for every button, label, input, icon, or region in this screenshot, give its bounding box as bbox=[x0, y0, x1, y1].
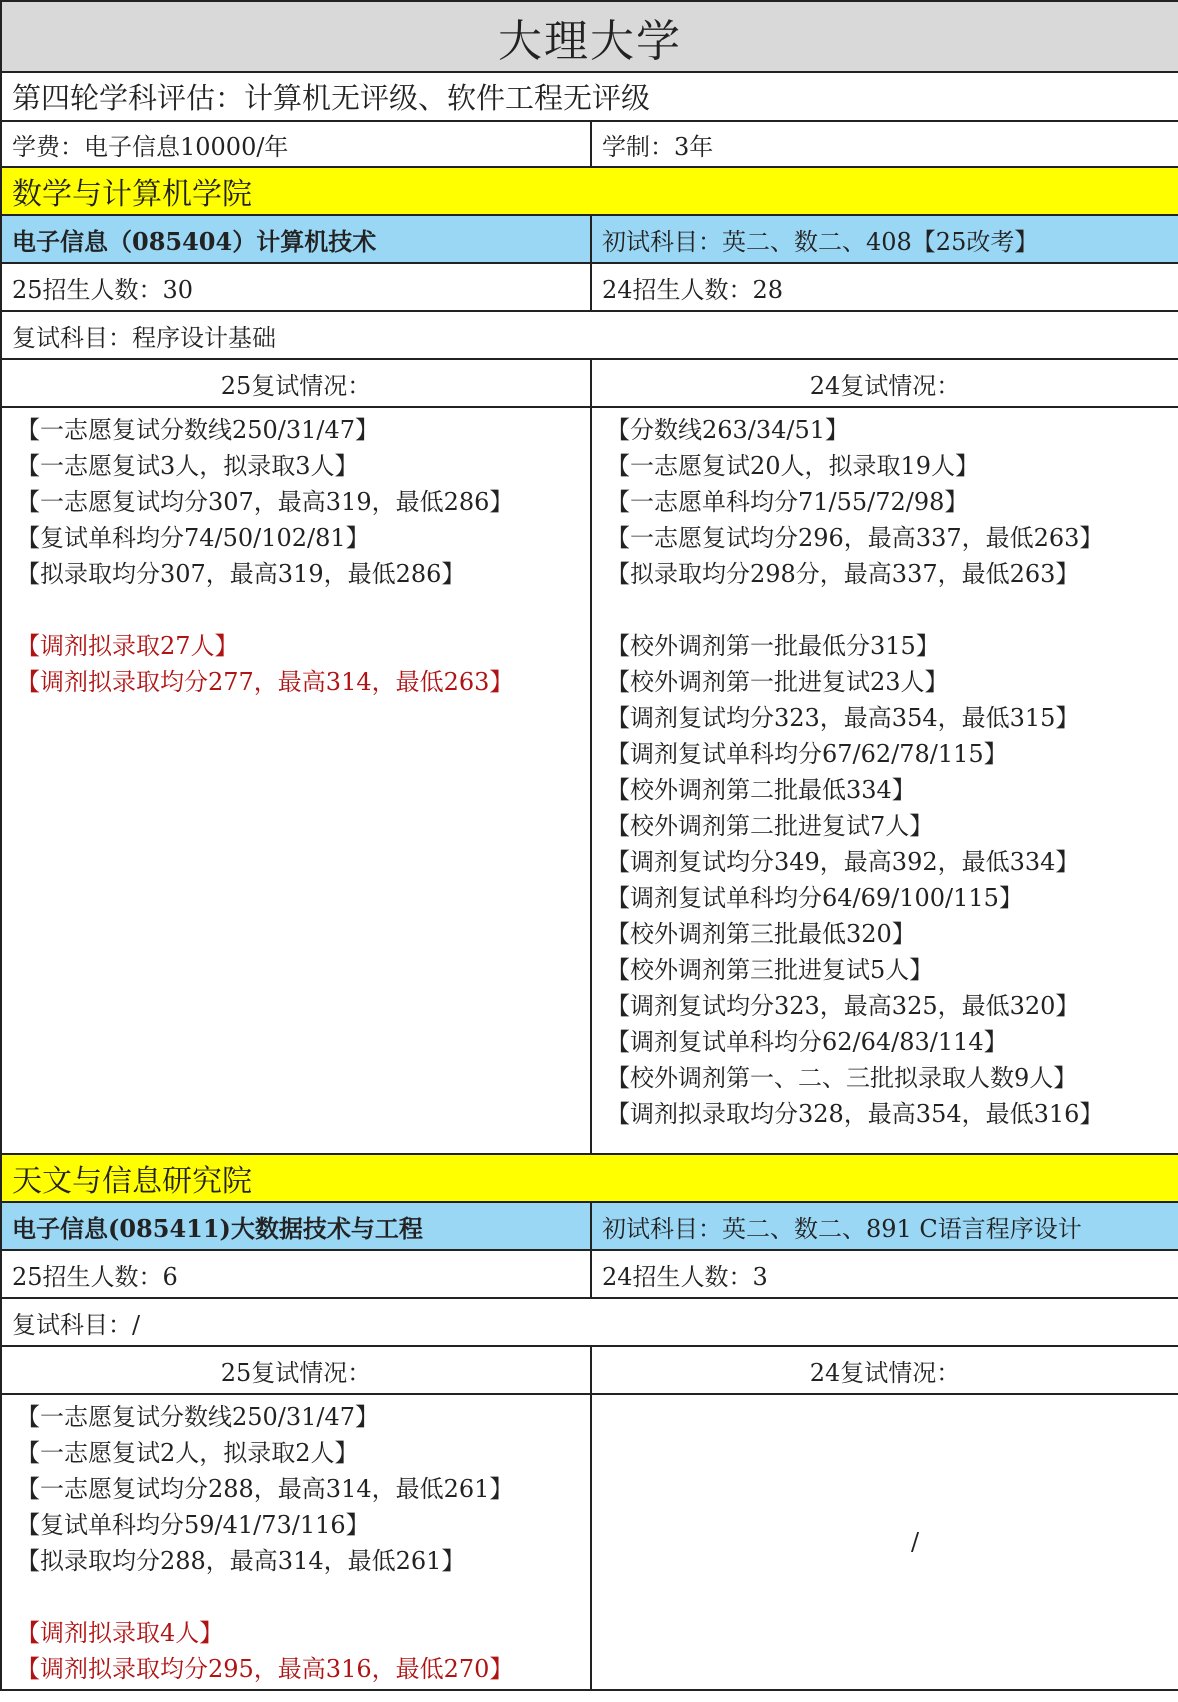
exam-subjects: 初试科目：英二、数二、891 C语言程序设计 bbox=[602, 1214, 1082, 1243]
detail-line: 【一志愿单科均分71/55/72/98】 bbox=[606, 488, 969, 516]
retest-header-row bbox=[2, 360, 1178, 408]
empty-marker: / bbox=[910, 1528, 920, 1556]
detail-line: 【校外调剂第一、二、三批拟录取人数9人】 bbox=[606, 1064, 1078, 1092]
enrollment-row bbox=[2, 1251, 1178, 1299]
detail-line: 【调剂复试单科均分62/64/83/114】 bbox=[606, 1028, 1008, 1056]
detail-line: 【拟录取均分298分，最高337，最低263】 bbox=[606, 560, 1080, 588]
detail-line: 【调剂复试均分349，最高392，最低334】 bbox=[606, 848, 1080, 876]
detail-line: 【调剂复试单科均分67/62/78/115】 bbox=[606, 740, 1008, 768]
enroll-25: 25招生人数：30 bbox=[2, 264, 592, 310]
detail-line: 【一志愿复试分数线250/31/47】 bbox=[16, 416, 380, 444]
retest-24-detail bbox=[592, 408, 1178, 1153]
university-title: 大理大学 bbox=[498, 15, 682, 67]
retest-subject-row bbox=[2, 1299, 1178, 1347]
enroll-25: 25招生人数：6 bbox=[2, 1251, 592, 1297]
tuition-row bbox=[2, 122, 1178, 168]
exam-subjects: 初试科目：英二、数二、408【25改考】 bbox=[602, 227, 1039, 256]
detail-line: 【校外调剂第三批进复试5人】 bbox=[606, 956, 934, 984]
detail-line: 【一志愿复试均分288，最高314，最低261】 bbox=[16, 1475, 514, 1503]
retest-detail-row bbox=[2, 408, 1178, 1155]
enroll-24: 24招生人数：28 bbox=[602, 275, 784, 304]
detail-line: 【拟录取均分307，最高319，最低286】 bbox=[16, 560, 466, 588]
retest-24-header: 24复试情况： bbox=[809, 371, 961, 400]
college-row bbox=[2, 1155, 1178, 1203]
detail-line: 【校外调剂第一批最低分315】 bbox=[606, 632, 940, 660]
enroll-24: 24招生人数：3 bbox=[602, 1262, 768, 1291]
detail-line: 【校外调剂第二批最低334】 bbox=[606, 776, 916, 804]
detail-line: 【一志愿复试均分296，最高337，最低263】 bbox=[606, 524, 1104, 552]
retest-subject-row bbox=[2, 312, 1178, 360]
major-row bbox=[2, 216, 1178, 264]
retest-25-header: 25复试情况： bbox=[2, 1347, 592, 1393]
detail-line: 【一志愿复试20人，拟录取19人】 bbox=[606, 452, 980, 480]
retest-25-detail bbox=[2, 1395, 592, 1689]
title-row bbox=[2, 2, 1178, 73]
adjust-line: 【调剂拟录取4人】 bbox=[16, 1619, 224, 1647]
college-row bbox=[2, 168, 1178, 216]
college-name: 数学与计算机学院 bbox=[12, 177, 252, 212]
detail-line: 【校外调剂第一批进复试23人】 bbox=[606, 668, 949, 696]
college-name: 天文与信息研究院 bbox=[12, 1164, 252, 1199]
retest-subject: 复试科目：/ bbox=[12, 1310, 141, 1339]
detail-line: 【一志愿复试3人，拟录取3人】 bbox=[16, 452, 359, 480]
adjust-line: 【调剂拟录取均分295，最高316，最低270】 bbox=[16, 1655, 514, 1683]
detail-line: 【复试单科均分59/41/73/116】 bbox=[16, 1511, 370, 1539]
adjust-line: 【调剂拟录取27人】 bbox=[16, 632, 239, 660]
detail-line: 【调剂复试单科均分64/69/100/115】 bbox=[606, 884, 1023, 912]
detail-line: 【一志愿复试均分307，最高319，最低286】 bbox=[16, 488, 514, 516]
evaluation-row bbox=[2, 73, 1178, 122]
retest-subject: 复试科目：程序设计基础 bbox=[12, 323, 276, 352]
tuition-text: 学费：电子信息10000/年 bbox=[2, 122, 592, 166]
detail-line: 【调剂拟录取均分328，最高354，最低316】 bbox=[606, 1100, 1104, 1128]
retest-25-detail bbox=[2, 408, 592, 1153]
major-row bbox=[2, 1203, 1178, 1251]
detail-line: 【校外调剂第二批进复试7人】 bbox=[606, 812, 934, 840]
retest-24-header: 24复试情况： bbox=[809, 1358, 961, 1387]
retest-header-row bbox=[2, 1347, 1178, 1395]
duration-text: 学制：3年 bbox=[602, 132, 714, 161]
detail-line: 【校外调剂第三批最低320】 bbox=[606, 920, 916, 948]
retest-24-detail bbox=[592, 1395, 1178, 1689]
major-name: 电子信息（085404）计算机技术 bbox=[2, 216, 592, 262]
major-name: 电子信息(085411)大数据技术与工程 bbox=[2, 1203, 592, 1249]
detail-line: 【分数线263/34/51】 bbox=[606, 416, 850, 444]
detail-line: 【拟录取均分288，最高314，最低261】 bbox=[16, 1547, 466, 1575]
detail-line: 【一志愿复试分数线250/31/47】 bbox=[16, 1403, 380, 1431]
evaluation-text: 第四轮学科评估：计算机无评级、软件工程无评级 bbox=[12, 81, 651, 115]
detail-line: 【调剂复试均分323，最高325，最低320】 bbox=[606, 992, 1080, 1020]
retest-detail-row bbox=[2, 1395, 1178, 1691]
detail-line: 【复试单科均分74/50/102/81】 bbox=[16, 524, 370, 552]
detail-line: 【一志愿复试2人，拟录取2人】 bbox=[16, 1439, 359, 1467]
enrollment-row bbox=[2, 264, 1178, 312]
retest-25-header: 25复试情况： bbox=[2, 360, 592, 406]
detail-line: 【调剂复试均分323，最高354，最低315】 bbox=[606, 704, 1080, 732]
adjust-line: 【调剂拟录取均分277，最高314，最低263】 bbox=[16, 668, 514, 696]
